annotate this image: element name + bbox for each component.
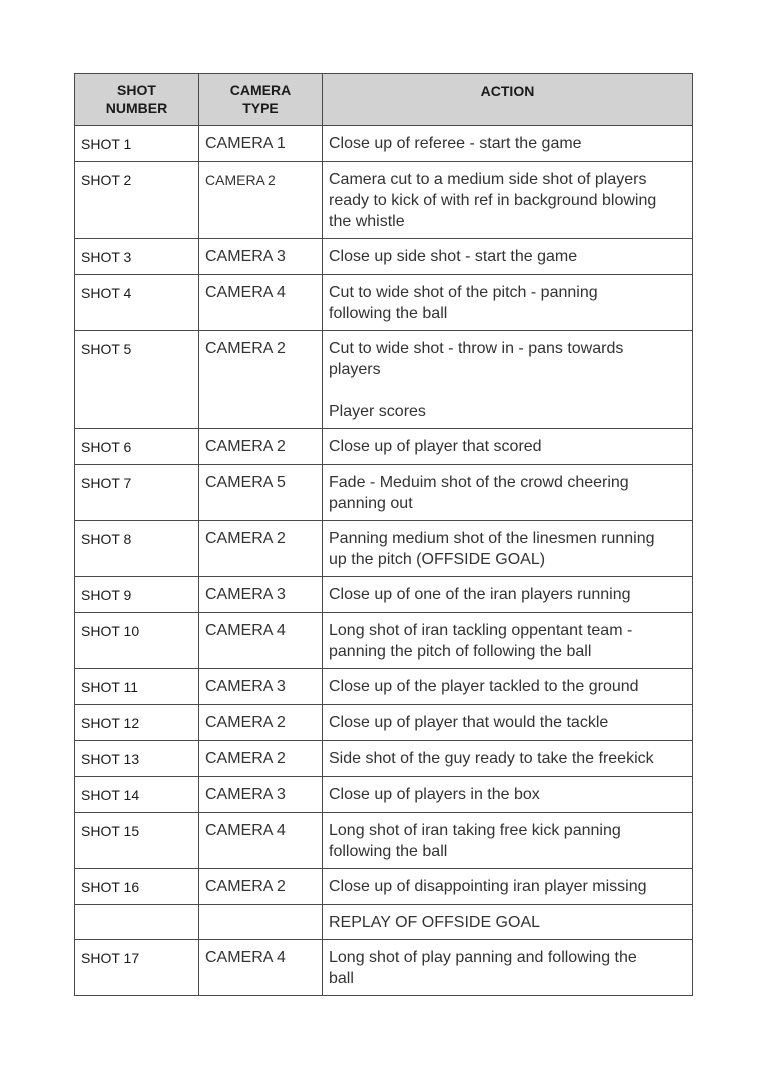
action-line: Close up of player that would the tackle (329, 714, 609, 731)
action-cell (323, 905, 693, 940)
shot-cell: SHOT 1 (75, 126, 199, 162)
action-cell (323, 126, 693, 162)
camera-cell: CAMERA 3 (199, 669, 323, 705)
camera-cell: CAMERA 1 (199, 126, 323, 162)
action-cell (323, 777, 693, 813)
action-cell (323, 162, 693, 239)
shot-cell: SHOT 13 (75, 741, 199, 777)
table-row (75, 869, 693, 905)
table-row (75, 905, 693, 940)
table-row (75, 741, 693, 777)
action-cell (323, 521, 693, 577)
camera-cell: CAMERA 2 (199, 741, 323, 777)
action-line: Side shot of the guy ready to take the freekick (329, 750, 654, 767)
shot-cell: SHOT 10 (75, 613, 199, 669)
camera-cell: CAMERA 3 (199, 777, 323, 813)
header-text: NUMBER (105, 100, 168, 116)
action-line: Cut to wide shot - throw in - pans towards (329, 340, 624, 357)
action-line: Close up of player that scored (329, 438, 542, 455)
action-line: Close up of referee - start the game (329, 135, 582, 152)
shot-cell: SHOT 11 (75, 669, 199, 705)
action-line: up the pitch (OFFSIDE GOAL) (329, 551, 546, 568)
shot-cell: SHOT 12 (75, 705, 199, 741)
action-cell (323, 813, 693, 869)
action-line: Close up of disappointing iran player missing (329, 878, 647, 895)
table-row (75, 331, 693, 429)
shot-cell: SHOT 14 (75, 777, 199, 813)
action-cell (323, 741, 693, 777)
action-cell (323, 275, 693, 331)
action-cell (323, 429, 693, 465)
action-line: the whistle (329, 213, 405, 230)
camera-cell: CAMERA 2 (199, 521, 323, 577)
action-cell (323, 669, 693, 705)
table-row (75, 777, 693, 813)
action-line: panning the pitch of following the ball (329, 643, 592, 660)
action-line: Player scores (329, 403, 426, 420)
shot-cell: SHOT 15 (75, 813, 199, 869)
table-row (75, 275, 693, 331)
action-cell (323, 577, 693, 613)
camera-cell: CAMERA 2 (199, 162, 323, 239)
header-action (323, 74, 693, 126)
action-line: Close up side shot - start the game (329, 248, 578, 265)
table-row (75, 162, 693, 239)
action-cell (323, 331, 693, 429)
shot-cell: SHOT 2 (75, 162, 199, 239)
shot-cell: SHOT 9 (75, 577, 199, 613)
table-row (75, 577, 693, 613)
action-line: Fade - Meduim shot of the crowd cheering (329, 474, 629, 491)
camera-cell: CAMERA 3 (199, 239, 323, 275)
shot-cell: SHOT 7 (75, 465, 199, 521)
shot-cell: SHOT 4 (75, 275, 199, 331)
shot-cell: SHOT 5 (75, 331, 199, 429)
header-text: TYPE (242, 100, 279, 116)
action-line: Close up of players in the box (329, 786, 540, 803)
action-line: Panning medium shot of the linesmen running (329, 530, 655, 547)
header-camera-type (199, 74, 323, 126)
table-row (75, 705, 693, 741)
header-text: ACTION (480, 83, 535, 99)
action-line: Camera cut to a medium side shot of players (329, 171, 647, 188)
action-cell (323, 613, 693, 669)
camera-cell: CAMERA 2 (199, 705, 323, 741)
table-row (75, 429, 693, 465)
camera-cell: CAMERA 3 (199, 577, 323, 613)
action-cell (323, 465, 693, 521)
shot-cell: SHOT 8 (75, 521, 199, 577)
action-line: Close up of one of the iran players running (329, 586, 631, 603)
table-row (75, 126, 693, 162)
shot-list-table (74, 73, 693, 996)
table-row (75, 521, 693, 577)
camera-cell: CAMERA 4 (199, 813, 323, 869)
shot-cell: SHOT 3 (75, 239, 199, 275)
action-line: ball (329, 970, 354, 987)
shot-cell: SHOT 16 (75, 869, 199, 905)
camera-cell: CAMERA 4 (199, 940, 323, 996)
table-row (75, 669, 693, 705)
table-row (75, 239, 693, 275)
action-line: players (329, 361, 381, 378)
camera-cell: CAMERA 2 (199, 331, 323, 429)
table-row (75, 940, 693, 996)
table-header (75, 74, 693, 126)
action-line: Long shot of iran tackling oppentant team - (329, 622, 633, 639)
camera-cell: CAMERA 2 (199, 869, 323, 905)
action-line: following the ball (329, 843, 448, 860)
action-cell (323, 940, 693, 996)
camera-cell: CAMERA 4 (199, 275, 323, 331)
shot-cell: SHOT 17 (75, 940, 199, 996)
header-shot-number (75, 74, 199, 126)
action-line: panning out (329, 495, 413, 512)
action-line: Cut to wide shot of the pitch - panning (329, 284, 598, 301)
camera-cell: CAMERA 2 (199, 429, 323, 465)
action-line: Long shot of iran taking free kick panning (329, 822, 621, 839)
paragraph-gap (329, 380, 686, 401)
shot-cell: SHOT 6 (75, 429, 199, 465)
action-line: REPLAY OF OFFSIDE GOAL (329, 914, 541, 931)
camera-cell: CAMERA 5 (199, 465, 323, 521)
header-text: SHOT (117, 82, 156, 98)
camera-cell (199, 905, 323, 940)
action-line: Long shot of play panning and following the (329, 949, 637, 966)
table-row (75, 465, 693, 521)
action-cell (323, 705, 693, 741)
camera-cell: CAMERA 4 (199, 613, 323, 669)
action-line: following the ball (329, 305, 448, 322)
action-cell (323, 239, 693, 275)
action-line: Close up of the player tackled to the ground (329, 678, 639, 695)
table-row (75, 613, 693, 669)
shot-cell (75, 905, 199, 940)
action-cell (323, 869, 693, 905)
action-line: ready to kick of with ref in background blowing (329, 192, 657, 209)
header-row (75, 74, 693, 126)
table-row (75, 813, 693, 869)
header-text: CAMERA (229, 82, 292, 98)
